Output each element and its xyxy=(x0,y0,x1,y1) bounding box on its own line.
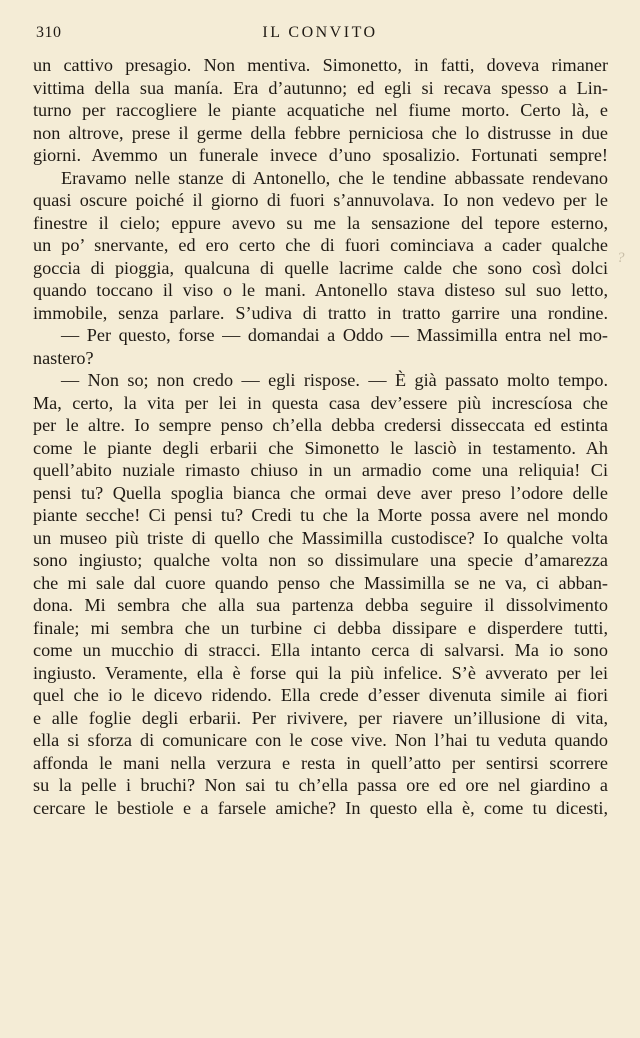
text-line: non altrove, prese il germe della febbre perniciosa che lo distrusse in due xyxy=(33,122,608,143)
margin-pencil-mark: ? xyxy=(617,250,625,266)
text-line: sono ingiusto; qualche volta non so dissimulare una specie d’amarezza xyxy=(33,550,608,570)
text-line: come le piante degli erbarii che Simonetto le lasciò in testamento. Ah xyxy=(33,437,608,458)
body-text xyxy=(33,54,608,819)
text-line: cercare le bestiole e a farsele amiche? In questo ella è, come tu dicesti, xyxy=(33,797,608,818)
text-line: ella si sforza di comunicare con le cose vive. Non l’hai tu veduta quando xyxy=(33,730,608,750)
text-line: nastero? xyxy=(33,347,94,368)
text-line: un po’ snervante, ed ero certo che di fuori cominciava a cader qualche xyxy=(33,235,608,255)
text-line: che mi sale dal cuore quando penso che Massimilla se ne va, ci abban- xyxy=(33,572,608,593)
text-line: goccia di pioggia, qualcuna di quelle lacrime calde che sono così dolci xyxy=(33,257,608,278)
text-line: e alle foglie degli erbarii. Per rivivere, per riavere un’illusione di vita, xyxy=(33,707,608,728)
text-line: quel che io le dicevo ridendo. Ella crede d’esser divenuta simile ai fiori xyxy=(33,685,608,705)
text-line: quasi oscure poiché il giorno di fuori s’annuvolava. Io non vedevo per le xyxy=(33,190,608,210)
text-line: — Non so; non credo — egli rispose. — È già passato molto tempo. xyxy=(61,370,608,390)
text-line: ingiusto. Veramente, ella è forse qui la più infelice. S’è avverato per lei xyxy=(33,662,608,683)
text-line: immobile, senza parlare. S’udiva di tratto in tratto garrire una rondine. xyxy=(33,302,608,323)
text-line: finestre il cielo; eppure avevo su me la sensazione del tepore esterno, xyxy=(33,212,608,233)
text-line: vittima della sua manía. Era d’autunno; ed egli si recava spesso a Lin- xyxy=(33,77,608,98)
text-line: piante secche! Ci pensi tu? Credi tu che la Morte possa avere nel mondo xyxy=(33,505,608,525)
running-head xyxy=(36,24,604,46)
text-line: turno per raccogliere le piante acquatiche nel fiume morto. Certo là, e xyxy=(33,100,608,120)
text-line: per le altre. Io sempre penso ch’ella debba credersi disseccata ed estinta xyxy=(33,415,608,435)
text-line: quell’abito nuziale rimasto chiuso in un armadio come una reliquia! Ci xyxy=(33,460,608,480)
text-line: Eravamo nelle stanze di Antonello, che le tendine abbassate rendevano xyxy=(61,167,608,188)
text-line: pensi tu? Quella spoglia bianca che ormai deve aver preso l’odore delle xyxy=(33,482,608,503)
text-line: su la pelle i bruchi? Non sai tu ch’ella passa ore ed ore nel giardino a xyxy=(33,775,608,795)
text-line: quando toccano il viso o le mani. Antonello stava disteso sul suo letto, xyxy=(33,280,608,300)
text-line: finale; mi sembra che un turbine ci debba dissipare e disperdere tutti, xyxy=(33,617,608,638)
text-line: un cattivo presagio. Non mentiva. Simonetto, in fatti, doveva rimaner xyxy=(33,55,608,75)
text-line: come un mucchio di stracci. Ella intanto cerca di salvarsi. Ma io sono xyxy=(33,640,608,660)
text-line: — Per questo, forse — domandai a Oddo — Massimilla entra nel mo- xyxy=(61,325,608,345)
text-line: Ma, certo, la vita per lei in questa casa dev’essere più increscíosa che xyxy=(33,392,608,413)
text-line: affonda le mani nella verzura e resta in quell’atto per sentirsi scorrere xyxy=(33,752,608,773)
page-number: 310 xyxy=(36,24,62,41)
text-line: dona. Mi sembra che alla sua partenza debba seguire il dissolvimento xyxy=(33,595,608,615)
text-line: un museo più triste di quello che Massimilla custodisce? Io qualche volta xyxy=(33,527,608,548)
text-line: giorni. Avemmo un funerale invece d’uno sposalizio. Fortunati sempre! xyxy=(33,145,608,165)
running-title: IL CONVITO xyxy=(262,24,378,41)
